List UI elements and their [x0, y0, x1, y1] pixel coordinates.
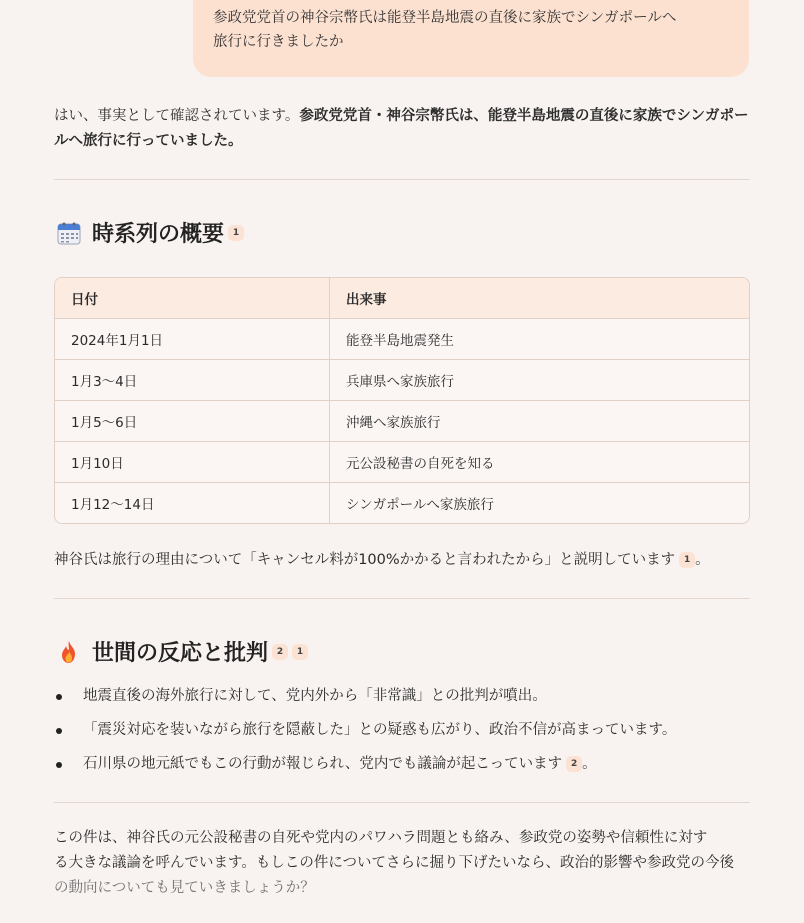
table-row: [55, 482, 749, 523]
citation-badge[interactable]: 1: [292, 644, 308, 660]
table-row: [55, 400, 749, 441]
list-item-text: 「震災対応を装いながら旅行を隠蔽した」との疑惑も広がり、政治不信が高まっています。: [83, 722, 677, 738]
calendar-icon: [56, 220, 82, 246]
closing-line: この件は、神谷氏の元公設秘書の自死や党内のパワハラ問題とも絡み、参政党の姿勢や信頼性に対す: [54, 830, 708, 846]
table-row: [55, 318, 749, 359]
citation-badge[interactable]: 1: [228, 225, 244, 241]
list-item: [54, 718, 750, 752]
section-title: 時系列の概要: [92, 222, 225, 247]
closing-line: の動向についても見ていきましょうか？: [54, 880, 315, 896]
section-heading-reaction: [56, 636, 308, 667]
table-cell-event: シンガポールへ家族旅行: [346, 497, 494, 513]
table-cell-date: 2024年1月1日: [55, 319, 330, 359]
reason-text: 神谷氏は旅行の理由について「キャンセル料が100%かかると言われたから」と説明しています: [54, 552, 676, 568]
table-row: [55, 441, 749, 482]
user-message-line: 参政党党首の神谷宗幣氏は能登半島地震の直後に家族でシンガポールへ: [213, 10, 677, 26]
section-title: 世間の反応と批判: [92, 641, 269, 666]
citation-badge[interactable]: 1: [679, 552, 695, 568]
divider: [54, 179, 750, 180]
bullet-dot: [56, 728, 62, 734]
table-header-date: 日付: [55, 278, 330, 318]
table-cell-date: 1月5〜6日: [55, 401, 330, 441]
list-item-end: 。: [582, 756, 597, 772]
fire-icon: [56, 639, 82, 665]
table-cell-date: 1月10日: [55, 442, 330, 482]
table-row: [55, 359, 749, 400]
user-message-bubble: [193, 0, 749, 77]
table-cell-event: 沖縄へ家族旅行: [346, 415, 441, 431]
table-header-event: 出来事: [346, 292, 387, 308]
bullet-dot: [56, 694, 62, 700]
assistant-intro: [54, 104, 750, 154]
closing-line: る大きな議論を呼んでいます。もしこの件についてさらに掘り下げたいなら、政治的影響や参政党の今後: [54, 855, 735, 871]
list-item-text: 石川県の地元紙でもこの行動が報じられ、党内でも議論が起こっています: [83, 756, 563, 772]
table-cell-event: 元公設秘書の自死を知る: [346, 456, 495, 472]
reaction-list: [54, 684, 750, 786]
list-item: [54, 752, 750, 786]
section-heading-timeline: [56, 217, 244, 248]
closing-paragraph: [54, 826, 754, 901]
citation-badge[interactable]: 2: [272, 644, 288, 660]
user-message-line: 旅行に行きましたか: [213, 34, 344, 50]
table-cell-event: 兵庫県へ家族旅行: [346, 374, 454, 390]
table-header-row: [55, 278, 749, 318]
divider: [54, 598, 750, 599]
citation-badge[interactable]: 2: [566, 756, 582, 772]
list-item: [54, 684, 750, 718]
divider: [54, 802, 750, 803]
reason-end: 。: [695, 552, 710, 568]
intro-text: はい、事実として確認されています。: [54, 108, 300, 124]
table-cell-event: 能登半島地震発生: [346, 333, 454, 349]
timeline-table: [54, 277, 750, 524]
table-cell-date: 1月3〜4日: [55, 360, 330, 400]
table-cell-date: 1月12〜14日: [55, 483, 330, 523]
intro-bold-text: 参政党党首・神谷宗幣氏は、能登半島地震の直後に家族でシンガポールへ旅行に行っていました。: [54, 108, 749, 149]
reason-paragraph: [54, 548, 750, 573]
bullet-dot: [56, 762, 62, 768]
list-item-text: 地震直後の海外旅行に対して、党内外から「非常識」との批判が噴出。: [83, 688, 547, 704]
